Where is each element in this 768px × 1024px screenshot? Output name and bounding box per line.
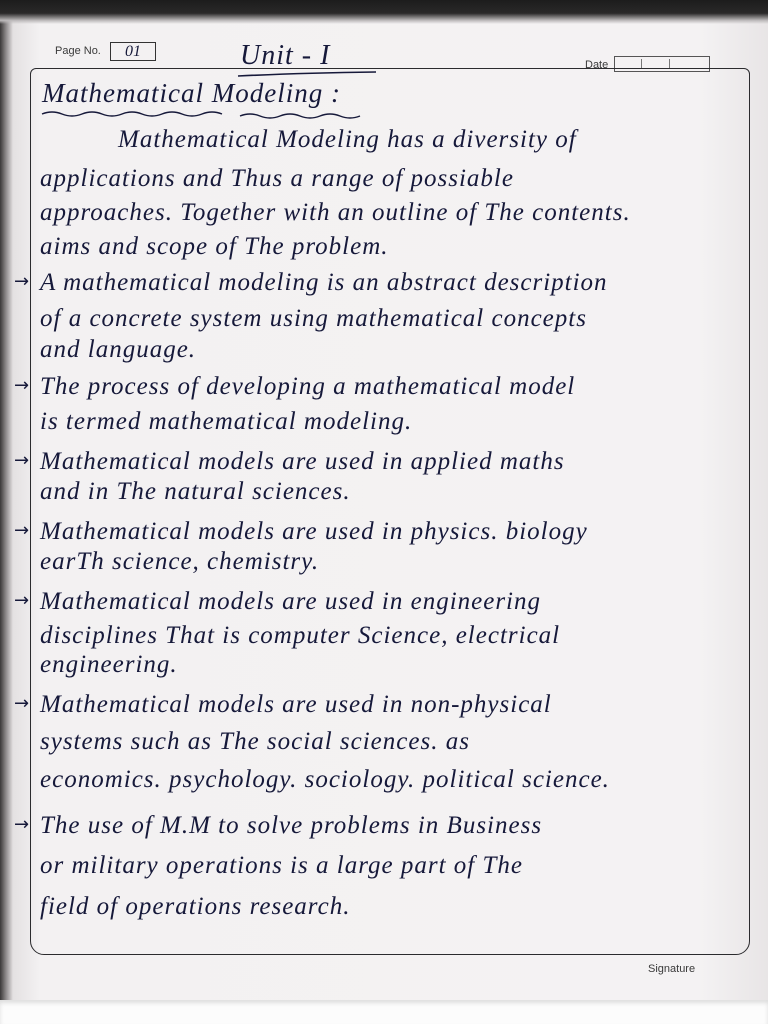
text-line: economics. psychology. sociology. political science. [40, 766, 610, 793]
text-line: disciplines That is computer Science, electrical [40, 622, 561, 649]
text-line: field of operations research. [40, 893, 351, 920]
text-line: A mathematical modeling is an abstract description [40, 269, 608, 296]
page-bottom-margin [0, 1000, 768, 1024]
text-line: is termed mathematical modeling. [40, 408, 413, 435]
arrow-right-icon: → [14, 590, 30, 611]
arrow-right-icon: → [14, 520, 30, 541]
arrow-right-icon: → [14, 450, 30, 471]
page-no-box: 01 [110, 42, 156, 61]
arrow-right-icon: → [14, 271, 30, 292]
text-line: engineering. [40, 651, 178, 678]
text-line: of a concrete system using mathematical concepts [40, 305, 587, 332]
text-line: Mathematical models are used in applied maths [40, 448, 565, 475]
text-line: earTh science, chemistry. [40, 548, 320, 575]
arrow-right-icon: → [14, 693, 30, 714]
page-no-label: Page No. [55, 45, 101, 57]
unit-title: Unit - I [240, 40, 331, 71]
text-line: Mathematical models are used in physics. biology [40, 518, 588, 545]
arrow-right-icon: → [14, 814, 30, 835]
heading-underline [0, 0, 768, 140]
text-line: and language. [40, 336, 197, 363]
text-line: applications and Thus a range of possiable [40, 165, 514, 192]
section-heading: Mathematical Modeling : [42, 78, 341, 108]
date-label: Date [585, 59, 609, 71]
text-line: approaches. Together with an outline of The contents. [40, 199, 631, 226]
text-line: aims and scope of The problem. [40, 233, 389, 260]
text-line: systems such as The social sciences. as [40, 728, 470, 755]
text-line: Mathematical Modeling has a diversity of [118, 126, 577, 153]
text-line: and in The natural sciences. [40, 478, 351, 505]
text-line: The use of M.M to solve problems in Business [40, 812, 543, 839]
text-line: The process of developing a mathematical model [40, 373, 576, 400]
signature-label: Signature [648, 963, 696, 975]
text-line: Mathematical models are used in non-physical [40, 691, 552, 718]
text-line: Mathematical models are used in engineering [40, 588, 542, 615]
arrow-right-icon: → [14, 375, 30, 396]
text-line: or military operations is a large part of The [40, 852, 523, 879]
